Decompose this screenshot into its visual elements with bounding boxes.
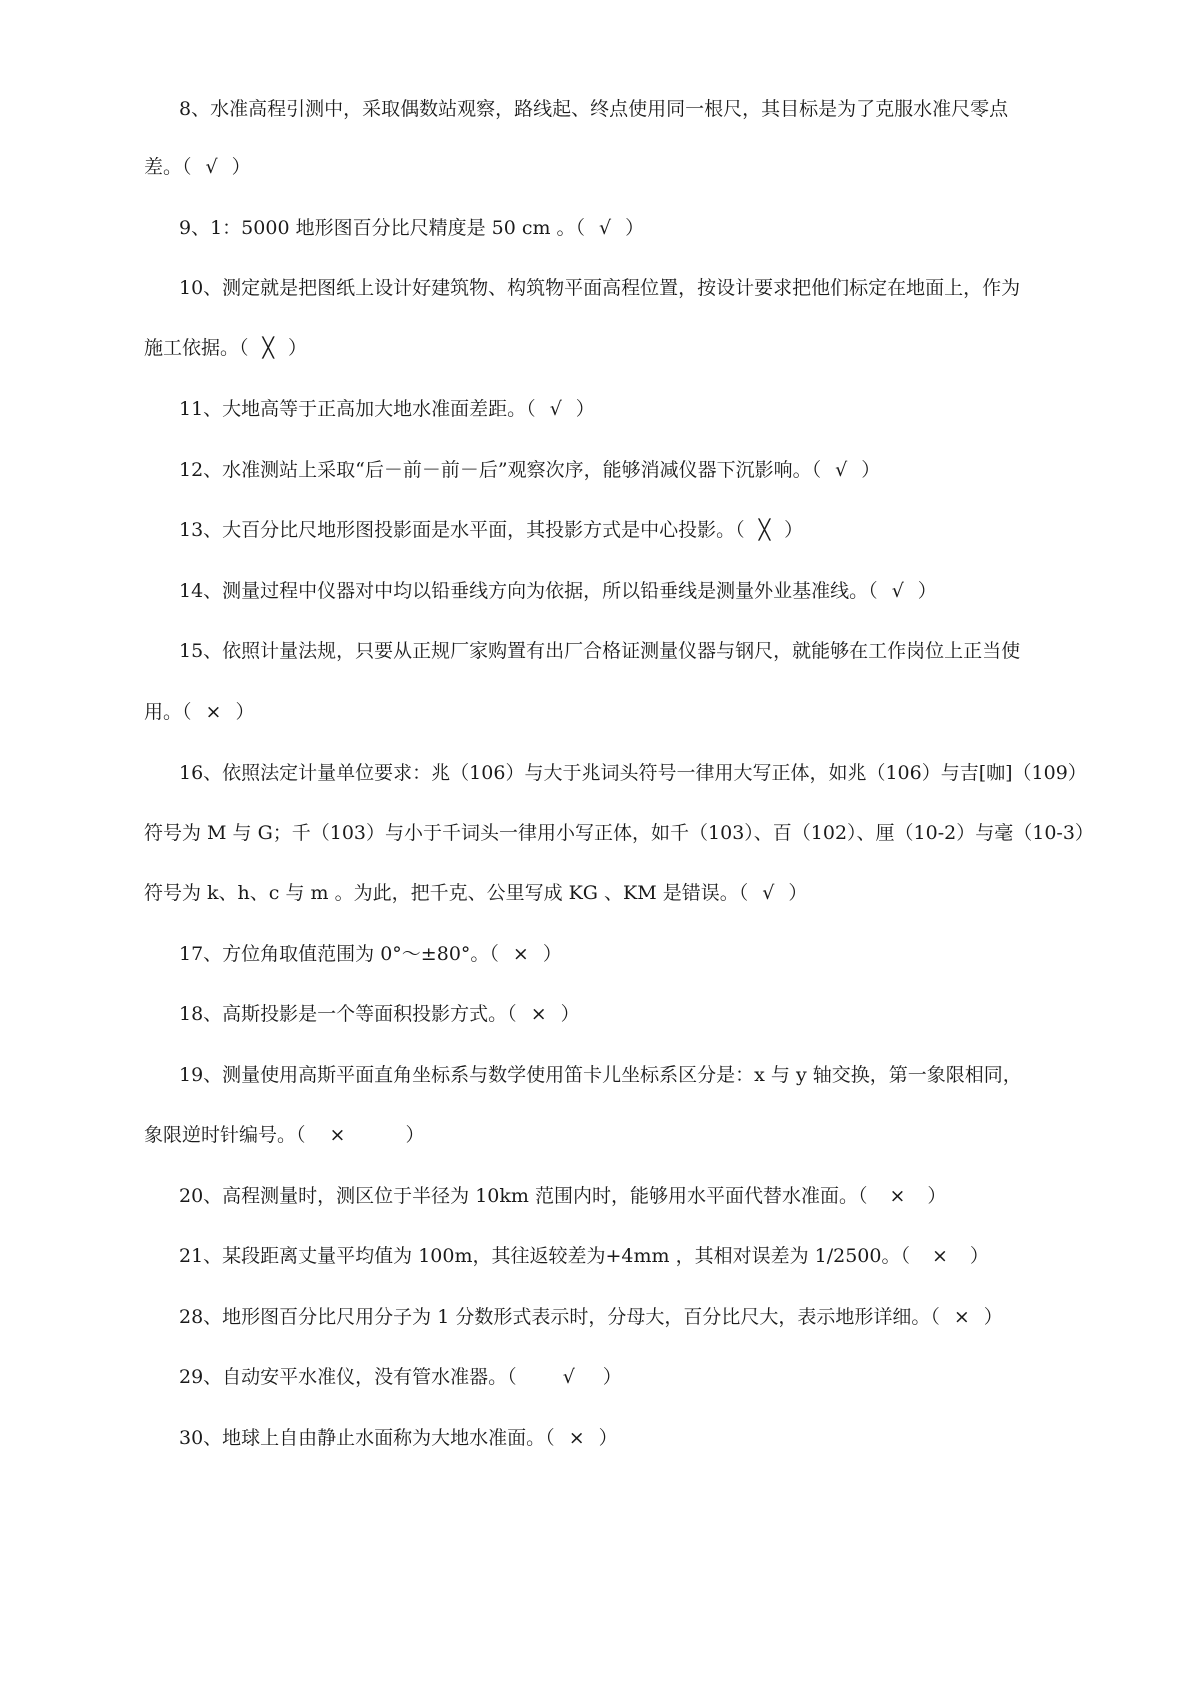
item-30-text: 30、地球上自由静止水面称为大地水准面。（ — [179, 1427, 555, 1449]
item-16-line-1: 16、依照法定计量单位要求：兆（106）与大于兆词头符号一律用大写正体，如兆（106）与吉[咖]（109） — [179, 762, 1087, 784]
item-21-line-1 — [0, 1241, 1191, 1271]
item-8-line-1: 8、水准高程引测中，采取偶数站观察，路线起、终点使用同一根尺，其目标是为了克服水准尺零点 — [179, 98, 1009, 120]
item-16-line-2: 符号为 M 与 G；千（103）与小于千词头一律用小写正体，如千（103）、百（102）、厘（10-2）与毫（10-3） — [144, 822, 1094, 844]
item-10-text: 施工依据。（ — [144, 337, 249, 359]
item-30-line-1 — [0, 1423, 1191, 1453]
item-20-line-1 — [0, 1181, 1191, 1211]
check-mark: √ — [549, 398, 562, 420]
item-16-text: 符号为 k、h、c 与 m 。为此，把千克、公里写成 KG 、KM 是错误。（ — [144, 882, 749, 904]
close-paren: ） — [231, 156, 251, 178]
item-8-line-2 — [0, 152, 1191, 182]
item-10-line-1: 10、测定就是把图纸上设计好建筑物、构筑物平面高程位置，按设计要求把他们标定在地面上，作为 — [179, 277, 1021, 299]
item-19-line-1: 19、测量使用高斯平面直角坐标系与数学使用笛卡儿坐标系区分是：x 与 y 轴交换，第一象限相同， — [179, 1064, 1022, 1086]
cross-mark: ╳ — [262, 337, 274, 359]
check-mark: √ — [205, 156, 218, 178]
close-paren: ） — [287, 337, 307, 359]
item-15-line-1: 15、依照计量法规，只要从正规厂家购置有出厂合格证测量仪器与钢尺，就能够在工作岗位上正当使 — [179, 640, 1021, 662]
item-9-line-1 — [0, 213, 1191, 243]
close-paren: ） — [560, 1003, 580, 1025]
close-paren: ） — [602, 1366, 622, 1388]
close-paren: ） — [784, 519, 804, 541]
item-19-line-2 — [0, 1120, 1191, 1150]
cross-mark: × — [889, 1185, 906, 1207]
close-paren: ） — [235, 701, 255, 723]
close-paren: ） — [861, 459, 881, 481]
item-8-text: 差。（ — [144, 156, 192, 178]
cross-mark: × — [931, 1245, 948, 1267]
item-11-line-1 — [0, 394, 1191, 424]
item-29-text: 29、自动安平水准仪，没有管水准器。（ — [179, 1366, 517, 1388]
cross-mark: × — [512, 943, 529, 965]
item-15-line-2 — [0, 697, 1191, 727]
close-paren: ） — [927, 1185, 947, 1207]
item-28-text: 28、地形图百分比尺用分子为 1 分数形式表示时，分母大，百分比尺大，表示地形详细。（ — [179, 1306, 940, 1328]
item-12-text: 12、水准测站上采取“后－前－前－后”观察次序，能够消减仪器下沉影响。（ — [179, 459, 822, 481]
cross-mark: × — [329, 1124, 346, 1146]
item-19-text: 象限逆时针编号。（ — [144, 1124, 306, 1146]
item-18-line-1 — [0, 999, 1191, 1029]
cross-mark: × — [530, 1003, 547, 1025]
item-12-line-1 — [0, 455, 1191, 485]
item-21-text: 21、某段距离丈量平均值为 100m，其往返较差为+4mm ，其相对误差为 1/2500。（ — [179, 1245, 910, 1267]
item-15-text: 用。（ — [144, 701, 192, 723]
item-13-line-1 — [0, 515, 1191, 545]
item-16-line-3 — [0, 878, 1191, 908]
check-mark: √ — [562, 1366, 575, 1388]
item-20-text: 20、高程测量时，测区位于半径为 10km 范围内时，能够用水平面代替水准面。（ — [179, 1185, 868, 1207]
item-29-line-1 — [0, 1362, 1191, 1392]
check-mark: √ — [762, 882, 775, 904]
close-paren: ） — [917, 580, 937, 602]
close-paren: ） — [983, 1306, 1003, 1328]
item-10-line-2 — [0, 333, 1191, 363]
check-mark: √ — [835, 459, 848, 481]
cross-mark: × — [205, 701, 222, 723]
item-18-text: 18、高斯投影是一个等面积投影方式。（ — [179, 1003, 517, 1025]
close-paren: ） — [969, 1245, 989, 1267]
close-paren: ） — [625, 217, 645, 239]
cross-mark: × — [953, 1306, 970, 1328]
item-11-text: 11、大地高等于正高加大地水准面差距。（ — [179, 398, 536, 420]
item-28-line-1 — [0, 1302, 1191, 1332]
item-13-text: 13、大百分比尺地形图投影面是水平面，其投影方式是中心投影。（ — [179, 519, 745, 541]
item-17-text: 17、方位角取值范围为 0°～±80°。（ — [179, 943, 499, 965]
item-17-line-1 — [0, 939, 1191, 969]
close-paren: ） — [788, 882, 808, 904]
item-9-text: 9、1：5000 地形图百分比尺精度是 50 cm 。（ — [179, 217, 586, 239]
close-paren: ） — [405, 1124, 425, 1146]
cross-mark: × — [568, 1427, 585, 1449]
check-mark: √ — [891, 580, 904, 602]
item-14-line-1 — [0, 576, 1191, 606]
close-paren: ） — [575, 398, 595, 420]
item-14-text: 14、测量过程中仪器对中均以铅垂线方向为依据，所以铅垂线是测量外业基准线。（ — [179, 580, 878, 602]
check-mark: √ — [599, 217, 612, 239]
close-paren: ） — [542, 943, 562, 965]
close-paren: ） — [598, 1427, 618, 1449]
cross-mark: ╳ — [758, 519, 771, 541]
